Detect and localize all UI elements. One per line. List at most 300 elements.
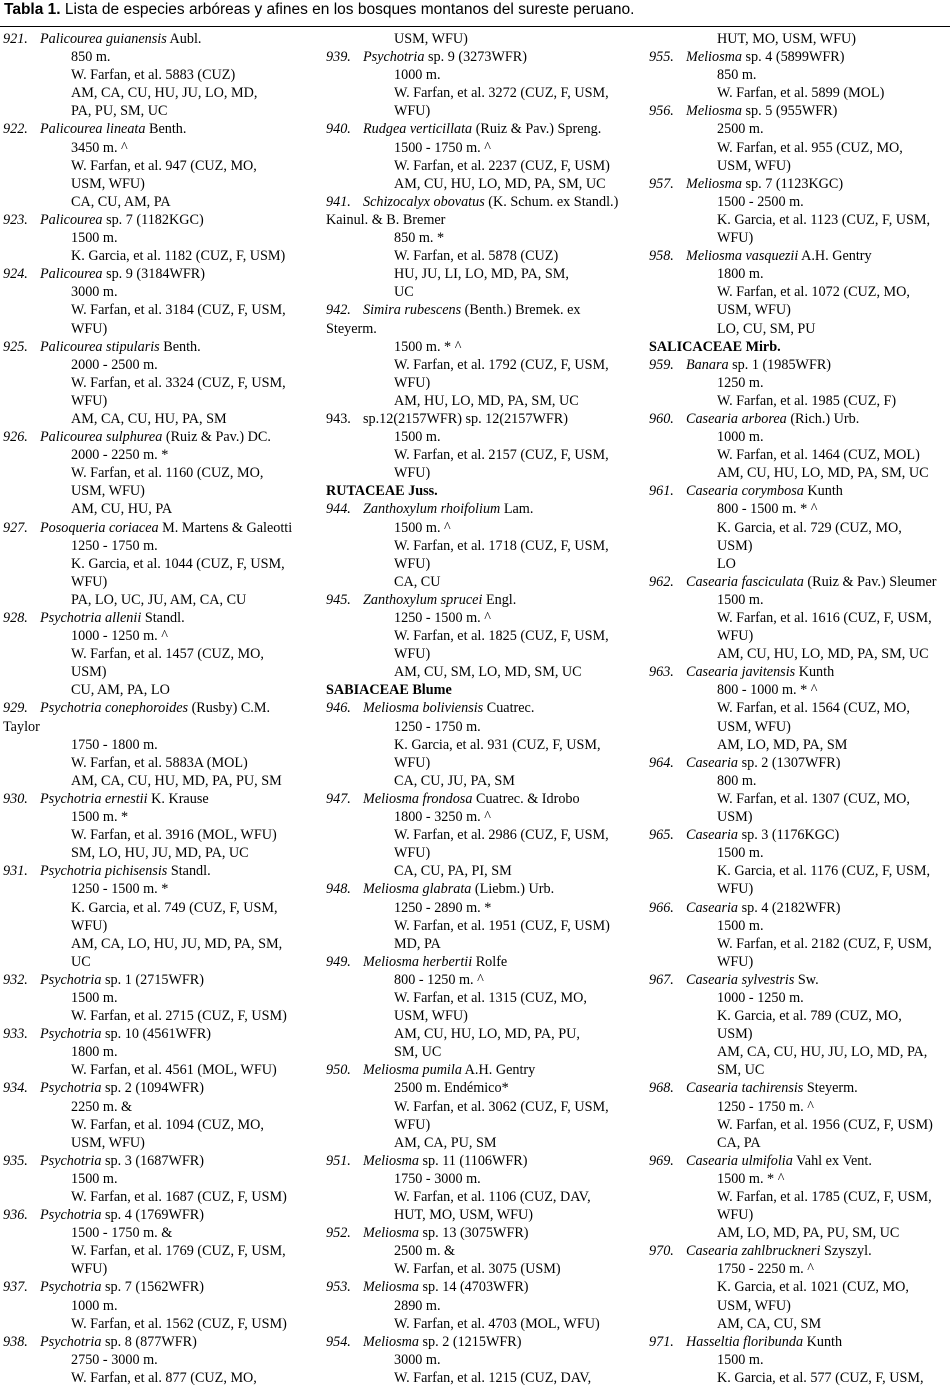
species-authority: K. Krause — [147, 790, 209, 807]
entry-detail-line: 1250 m. — [717, 374, 764, 391]
entry-number: 927. — [3, 519, 28, 536]
entry-detail-line: CA, PA — [717, 1134, 761, 1151]
species-entry — [3, 971, 313, 989]
species-entry — [649, 971, 949, 989]
species-entry — [326, 1152, 636, 1170]
species-name: Posoqueria coriacea — [40, 519, 159, 536]
entry-detail-line: W. Farfan, et al. 3272 (CUZ, F, USM, — [394, 85, 609, 102]
species-entry — [326, 1333, 636, 1351]
species-authority: sp. 7 (1562WFR) — [101, 1279, 204, 1296]
entry-number: 968. — [649, 1080, 674, 1097]
species-authority: sp. 9 (3273WFR) — [424, 49, 527, 66]
species-authority: (Liebm.) Urb. — [471, 881, 555, 898]
species-name: Schizocalyx obovatus — [363, 193, 485, 210]
entry-detail-line: 3000 m. — [394, 1351, 441, 1368]
species-name: Meliosma vasquezii — [686, 248, 799, 265]
species-entry — [326, 193, 636, 211]
entry-number: 946. — [326, 700, 351, 717]
entry-detail-line: HUT, MO, USM, WFU) — [394, 1207, 533, 1224]
entry-detail-line: 1500 m. — [71, 989, 118, 1006]
entry-number: 933. — [3, 1026, 28, 1043]
species-entry — [3, 790, 313, 808]
entry-detail-line: K. Garcia, et al. 931 (CUZ, F, USM, — [394, 736, 601, 753]
entry-detail-line: 1500 m. * ^ — [717, 1170, 785, 1187]
entry-detail-line: 1750 - 2250 m. ^ — [717, 1261, 814, 1278]
entry-number: 957. — [649, 175, 674, 192]
entry-number: 967. — [649, 971, 674, 988]
entry-number: 924. — [3, 266, 28, 283]
entry-detail-line: WFU) — [717, 628, 754, 645]
species-entry — [3, 699, 313, 717]
entry-detail-line: USM, WFU) — [71, 175, 145, 192]
entry-detail-line: WFU) — [71, 320, 108, 337]
species-authority: sp. 13 (3075WFR) — [418, 1225, 529, 1242]
entry-detail-line: CA, CU, JU, PA, SM — [394, 772, 515, 789]
species-authority: Steyerm. — [803, 1080, 858, 1097]
species-entry — [326, 591, 636, 609]
species-name: Simira rubescens — [363, 302, 462, 319]
entry-detail-line: W. Farfan, et al. 4703 (MOL, WFU) — [394, 1315, 600, 1332]
entry-number: 942. — [326, 302, 351, 319]
entry-detail-line: W. Farfan, et al. 1785 (CUZ, F, USM, — [717, 1189, 932, 1205]
entry-detail-line: WFU) — [717, 230, 754, 247]
entry-detail-line: 1250 - 1500 m. ^ — [394, 610, 491, 626]
entry-detail-line: WFU) — [71, 392, 108, 409]
species-name: Rudgea verticillata — [363, 121, 473, 138]
entry-detail-line: K. Garcia, et al. 749 (CUZ, F, USM, — [71, 899, 278, 916]
entry-detail-line: 1500 m. * — [71, 809, 129, 826]
species-name: Psychotria — [40, 1152, 102, 1169]
species-entry — [3, 519, 313, 537]
species-authority: Kunth — [795, 664, 835, 681]
entry-detail-line: WFU) — [71, 1261, 108, 1278]
species-entry — [649, 663, 949, 681]
entry-detail-line: 1750 - 1800 m. — [71, 736, 158, 753]
entry-detail-line: 2250 m. & — [71, 1098, 133, 1115]
column-3 — [649, 30, 949, 1387]
species-entry — [326, 880, 636, 898]
species-entry — [326, 953, 636, 971]
entry-detail-line: 2890 m. — [394, 1297, 441, 1314]
entry-detail-line: W. Farfan, et al. 2182 (CUZ, F, USM, — [717, 935, 932, 952]
entry-number: 951. — [326, 1152, 351, 1169]
entry-detail-line: 850 m. * — [394, 230, 445, 247]
species-authority: sp. 2 (1215WFR) — [418, 1333, 522, 1350]
species-authority: Kunth — [803, 1333, 843, 1350]
species-entry — [649, 1242, 949, 1260]
entry-detail-line: AM, CA, CU, HU, PA, SM — [71, 410, 227, 427]
species-name: Zanthoxylum rhoifolium — [363, 501, 501, 518]
entry-detail-line: PA, PU, SM, UC — [71, 103, 168, 120]
species-entry — [3, 428, 313, 446]
entry-detail-line: WFU) — [717, 1207, 754, 1224]
species-entry — [649, 899, 949, 917]
species-entry — [3, 1079, 313, 1097]
species-entry — [326, 790, 636, 808]
species-authority: A.H. Gentry — [461, 1062, 536, 1079]
species-authority: sp. 8 (877WFR) — [101, 1333, 197, 1350]
entry-detail-line: K. Garcia, et al. 1176 (CUZ, F, USM, — [717, 863, 931, 880]
column-2 — [326, 30, 636, 1387]
entry-detail-line: UC — [394, 284, 414, 301]
entry-detail-line: WFU) — [394, 555, 431, 572]
entry-detail-line: W. Farfan, et al. 5883A (MOL) — [71, 754, 248, 771]
species-entry — [3, 265, 313, 283]
entry-number: 961. — [649, 483, 674, 500]
entry-detail-line: AM, CA, LO, HU, JU, MD, PA, SM, — [71, 935, 283, 952]
entry-detail-line: 1250 - 2890 m. * — [394, 899, 492, 916]
entry-detail-line: USM, WFU) — [394, 31, 468, 47]
entry-detail-line: 1800 - 3250 m. ^ — [394, 809, 491, 826]
species-entry — [649, 410, 949, 428]
entry-detail-line: USM, WFU) — [717, 1297, 791, 1314]
entry-detail-line: W. Farfan, et al. 1616 (CUZ, F, USM, — [717, 610, 932, 626]
species-name: Palicourea — [40, 266, 103, 283]
entry-detail-line: 800 - 1000 m. * ^ — [717, 682, 818, 699]
entry-detail-line: WFU) — [71, 917, 108, 934]
entry-detail-line: 2750 - 3000 m. — [71, 1351, 158, 1368]
species-authority: sp. 14 (4703WFR) — [418, 1279, 529, 1296]
table-caption-text: Lista de especies arbóreas y afines en los bosques montanos del sureste peruano. — [60, 1, 635, 18]
species-authority: sp. 5 (955WFR) — [741, 103, 838, 120]
entry-number: 929. — [3, 700, 28, 717]
entry-number: 955. — [649, 49, 674, 66]
species-authority: Lam. — [500, 501, 534, 518]
entry-detail-line: 2000 - 2250 m. * — [71, 447, 169, 464]
species-entry — [326, 1224, 636, 1242]
species-name: Casearia ulmifolia — [686, 1152, 793, 1169]
entry-detail-line: W. Farfan, et al. 1106 (CUZ, DAV, — [394, 1189, 591, 1205]
species-name: Meliosma — [363, 1225, 419, 1242]
species-entry — [649, 1152, 949, 1170]
species-entry — [3, 1025, 313, 1043]
entry-detail-line: W. Farfan, et al. 1792 (CUZ, F, USM, — [394, 356, 609, 373]
species-authority: sp. 11 (1106WFR) — [418, 1152, 528, 1169]
entry-detail-line: AM, CU, HU, LO, MD, PA, SM, UC — [717, 465, 929, 482]
entry-number: 928. — [3, 610, 28, 626]
entry-detail-line: 3000 m. — [71, 284, 118, 301]
entry-detail-line: 1800 m. — [71, 1044, 118, 1061]
entry-number: 954. — [326, 1333, 351, 1350]
entry-detail-line: 1500 m. — [717, 917, 764, 934]
species-name: Casearia — [686, 827, 739, 844]
species-name: Psychotria — [40, 1080, 102, 1097]
entry-detail-line: W. Farfan, et al. 1562 (CUZ, F, USM) — [71, 1315, 287, 1332]
entry-detail-line: 1500 m. — [71, 1170, 118, 1187]
species-authority: M. Martens & Galeotti — [158, 519, 293, 536]
species-name: Meliosma — [686, 49, 742, 66]
species-name: Psychotria — [363, 49, 425, 66]
entry-detail-line: K. Garcia, et al. 1182 (CUZ, F, USM) — [71, 248, 286, 265]
species-name: Casearia — [686, 899, 739, 916]
species-name: Meliosma — [363, 1279, 419, 1296]
entry-detail-line: USM, WFU) — [717, 302, 791, 319]
entry-detail-line: WFU) — [71, 573, 108, 590]
species-name: Casearia zahlbruckneri — [686, 1243, 821, 1260]
species-entry — [649, 175, 949, 193]
entry-detail-line: 1800 m. — [717, 266, 764, 283]
entry-detail-line: MD, PA — [394, 935, 441, 952]
family-heading: SALICACEAE Mirb. — [649, 338, 781, 355]
entry-number: 960. — [649, 410, 674, 427]
species-authority: sp.12(2157WFR) sp. 12(2157WFR) — [363, 410, 568, 427]
species-name: Palicourea sulphurea — [40, 429, 163, 446]
entry-detail-line: WFU) — [394, 103, 431, 120]
species-entry — [326, 301, 636, 319]
entry-detail-line: W. Farfan, et al. 1687 (CUZ, F, USM) — [71, 1189, 287, 1205]
species-authority: sp. 7 (1123KGC) — [741, 175, 844, 192]
entry-detail-line: WFU) — [394, 374, 431, 391]
entry-detail-line: AM, CU, HU, LO, MD, PA, SM, UC — [394, 175, 606, 192]
species-authority: (Ruiz & Pav.) DC. — [162, 429, 271, 446]
entry-detail-line: W. Farfan, et al. 1215 (CUZ, DAV, — [394, 1369, 592, 1386]
species-name: Palicourea — [40, 211, 103, 228]
entry-detail-line: W. Farfan, et al. 2237 (CUZ, F, USM) — [394, 157, 610, 174]
species-name: Casearia — [686, 754, 739, 771]
entry-detail-line: 800 - 1500 m. * ^ — [717, 501, 818, 518]
entry-detail-line: UC — [71, 953, 91, 970]
entry-detail-line: AM, CU, HU, PA — [71, 501, 173, 518]
entry-detail-line: W. Farfan, et al. 1457 (CUZ, MO, — [71, 646, 264, 663]
entry-number: 963. — [649, 664, 674, 681]
entry-number: 958. — [649, 248, 674, 265]
entry-detail-line: 1500 m. * ^ — [394, 338, 462, 355]
entry-number: 938. — [3, 1333, 28, 1350]
species-authority: (Ruiz & Pav.) Sleumer — [803, 573, 937, 590]
entry-detail-line: HUT, MO, USM, WFU) — [717, 31, 856, 47]
entry-detail-line: AM, CA, CU, HU, JU, LO, MD, PA, — [717, 1044, 928, 1061]
species-entry — [649, 754, 949, 772]
species-authority: Kunth — [803, 483, 843, 500]
entry-detail-line: K. Garcia, et al. 1123 (CUZ, F, USM, — [717, 211, 931, 228]
species-authority: A.H. Gentry — [798, 248, 872, 265]
entry-detail-line: USM) — [717, 809, 753, 826]
entry-detail-line: 1500 m. — [71, 230, 118, 247]
species-entry — [326, 1278, 636, 1296]
species-authority: sp. 3 (1176KGC) — [738, 827, 840, 844]
entry-detail-line: WFU) — [394, 845, 431, 862]
authority-continuation: Steyerm. — [326, 320, 377, 337]
entry-number: 969. — [649, 1152, 674, 1169]
entry-number: 923. — [3, 211, 28, 228]
entry-detail-line: W. Farfan, et al. 1307 (CUZ, MO, — [717, 790, 910, 807]
entry-detail-line: W. Farfan, et al. 5883 (CUZ) — [71, 67, 236, 84]
entry-number: 921. — [3, 31, 28, 47]
species-authority: Cuatrec. — [483, 700, 535, 717]
species-authority: sp. 1 (2715WFR) — [101, 971, 204, 988]
entry-detail-line: W. Farfan, et al. 3062 (CUZ, F, USM, — [394, 1098, 609, 1115]
caption-rule — [0, 26, 950, 27]
entry-detail-line: 800 m. — [717, 772, 757, 789]
entry-detail-line: AM, HU, LO, MD, PA, SM, UC — [394, 392, 579, 409]
entry-detail-line: W. Farfan, et al. 2986 (CUZ, F, USM, — [394, 827, 609, 844]
entry-detail-line: WFU) — [394, 646, 431, 663]
species-entry — [3, 120, 313, 138]
entry-number: 971. — [649, 1333, 674, 1350]
entry-number: 964. — [649, 754, 674, 771]
species-entry — [326, 48, 636, 66]
entry-number: 953. — [326, 1279, 351, 1296]
species-authority: sp. 4 (2182WFR) — [738, 899, 841, 916]
entry-number: 966. — [649, 899, 674, 916]
species-name: Meliosma herbertii — [363, 953, 473, 970]
entry-detail-line: 1500 m. — [394, 429, 441, 446]
entry-detail-line: W. Farfan, et al. 1769 (CUZ, F, USM, — [71, 1243, 286, 1260]
species-name: Casearia javitensis — [686, 664, 796, 681]
species-authority: sp. 2 (1307WFR) — [738, 754, 841, 771]
entry-detail-line: AM, CU, HU, LO, MD, PA, SM, UC — [717, 646, 929, 663]
entry-detail-line: LO — [717, 555, 736, 572]
species-authority: Vahl ex Vent. — [792, 1152, 872, 1169]
entry-detail-line: W. Farfan, et al. 5899 (MOL) — [717, 85, 885, 102]
species-name: Palicourea stipularis — [40, 338, 160, 355]
species-entry — [3, 1152, 313, 1170]
species-name: Meliosma boliviensis — [363, 700, 484, 717]
entry-detail-line: W. Farfan, et al. 2157 (CUZ, F, USM, — [394, 447, 609, 464]
entry-number: 943. — [326, 410, 351, 427]
entry-detail-line: 850 m. — [71, 49, 111, 66]
entry-detail-line: W. Farfan, et al. 5878 (CUZ) — [394, 248, 559, 265]
species-name: Psychotria conephoroides — [40, 700, 189, 717]
entry-detail-line: AM, CA, PU, SM — [394, 1134, 497, 1151]
entry-detail-line: PA, LO, UC, JU, AM, CA, CU — [71, 591, 247, 608]
entry-detail-line: AM, CA, CU, HU, JU, LO, MD, — [71, 85, 258, 102]
entry-detail-line: 2500 m. — [717, 121, 764, 138]
entry-detail-line: LO, CU, SM, PU — [717, 320, 816, 337]
entry-number: 931. — [3, 863, 28, 880]
entry-number: 950. — [326, 1062, 351, 1079]
species-authority: Benth. — [145, 121, 187, 138]
species-name: Meliosma — [363, 1152, 419, 1169]
species-entry — [326, 500, 636, 518]
entry-detail-line: K. Garcia, et al. 1044 (CUZ, F, USM, — [71, 555, 285, 572]
entry-number: 940. — [326, 121, 351, 138]
entry-detail-line: W. Farfan, et al. 1956 (CUZ, F, USM) — [717, 1116, 933, 1133]
entry-detail-line: W. Farfan, et al. 947 (CUZ, MO, — [71, 157, 257, 174]
entry-number: 959. — [649, 356, 674, 373]
entry-detail-line: CA, CU, AM, PA — [71, 193, 171, 210]
entry-number: 926. — [3, 429, 28, 446]
species-name: Meliosma — [686, 175, 742, 192]
entry-detail-line: AM, LO, MD, PA, SM — [717, 736, 848, 753]
entry-detail-line: W. Farfan, et al. 1094 (CUZ, MO, — [71, 1116, 264, 1133]
species-name: Meliosma frondosa — [363, 790, 473, 807]
entry-detail-line: 1750 - 3000 m. — [394, 1170, 481, 1187]
entry-detail-line: SM, UC — [717, 1062, 765, 1079]
species-entry — [3, 1206, 313, 1224]
species-entry — [649, 482, 949, 500]
species-authority: Szyszyl. — [820, 1243, 872, 1260]
species-name: Meliosma glabrata — [363, 881, 472, 898]
species-name: Casearia fasciculata — [686, 573, 804, 590]
species-authority: Benth. — [159, 338, 201, 355]
entry-detail-line: 3450 m. ^ — [71, 139, 128, 156]
species-entry — [326, 120, 636, 138]
entry-detail-line: W. Farfan, et al. 4561 (MOL, WFU) — [71, 1062, 277, 1079]
entry-detail-line: USM, WFU) — [717, 157, 791, 174]
species-name: Meliosma — [686, 103, 742, 120]
entry-detail-line: 1500 - 1750 m. ^ — [394, 139, 491, 156]
entry-number: 956. — [649, 103, 674, 120]
entry-detail-line: W. Farfan, et al. 3075 (USM) — [394, 1261, 561, 1278]
species-authority: sp. 1 (1985WFR) — [728, 356, 832, 373]
species-authority: Cuatrec. & Idrobo — [472, 790, 580, 807]
species-entry — [649, 102, 949, 120]
entry-detail-line: WFU) — [394, 754, 431, 771]
entry-detail-line: W. Farfan, et al. 1985 (CUZ, F) — [717, 392, 897, 409]
entry-number: 947. — [326, 790, 351, 807]
species-name: Meliosma — [363, 1333, 419, 1350]
entry-number: 925. — [3, 338, 28, 355]
entry-number: 930. — [3, 790, 28, 807]
species-name: Psychotria pichisensis — [40, 863, 168, 880]
table-caption — [4, 0, 634, 22]
entry-detail-line: AM, CA, CU, HU, MD, PA, PU, SM — [71, 772, 282, 789]
species-name: Meliosma pumila — [363, 1062, 462, 1079]
entry-detail-line: 1000 - 1250 m. ^ — [71, 628, 168, 645]
entry-detail-line: USM, WFU) — [394, 1008, 468, 1025]
entry-detail-line: USM, WFU) — [717, 718, 791, 735]
entry-detail-line: USM) — [71, 664, 107, 681]
entry-detail-line: W. Farfan, et al. 1464 (CUZ, MOL) — [717, 447, 920, 464]
entry-detail-line: W. Farfan, et al. 877 (CUZ, MO, — [71, 1369, 257, 1386]
species-authority: sp. 7 (1182KGC) — [102, 211, 204, 228]
species-authority: Standl. — [167, 863, 211, 880]
species-entry — [3, 338, 313, 356]
species-name: Psychotria — [40, 971, 102, 988]
species-authority: sp. 2 (1094WFR) — [101, 1080, 204, 1097]
entry-number: 949. — [326, 953, 351, 970]
entry-detail-line: W. Farfan, et al. 3916 (MOL, WFU) — [71, 827, 277, 844]
species-entry — [649, 48, 949, 66]
entry-detail-line: 1500 m. — [717, 845, 764, 862]
entry-number: 962. — [649, 573, 674, 590]
entry-detail-line: AM, LO, MD, PA, PU, SM, UC — [717, 1225, 900, 1242]
column-1 — [3, 30, 313, 1387]
species-authority: Sw. — [794, 971, 819, 988]
species-authority: (Ruiz & Pav.) Spreng. — [472, 121, 602, 138]
species-entry — [3, 211, 313, 229]
entry-number: 941. — [326, 193, 351, 210]
entry-detail-line: W. Farfan, et al. 2715 (CUZ, F, USM) — [71, 1008, 287, 1025]
entry-detail-line: HU, JU, LI, LO, MD, PA, SM, — [394, 266, 569, 283]
species-entry — [649, 356, 949, 374]
entry-number: 948. — [326, 881, 351, 898]
entry-detail-line: WFU) — [717, 953, 754, 970]
entry-detail-line: 1500 - 2500 m. — [717, 193, 804, 210]
authority-continuation: Taylor — [3, 718, 40, 735]
species-name: Psychotria ernestii — [40, 790, 148, 807]
species-name: Hasseltia floribunda — [686, 1333, 804, 1350]
species-authority: sp. 10 (4561WFR) — [101, 1026, 212, 1043]
entry-number: 934. — [3, 1080, 28, 1097]
entry-detail-line: K. Garcia, et al. 1021 (CUZ, MO, — [717, 1279, 909, 1296]
species-entry — [649, 826, 949, 844]
species-name: Banara — [686, 356, 729, 373]
entry-detail-line: W. Farfan, et al. 1825 (CUZ, F, USM, — [394, 628, 609, 645]
species-entry — [326, 1061, 636, 1079]
species-name: Psychotria allenii — [40, 610, 142, 626]
entry-detail-line: 1000 m. — [71, 1297, 118, 1314]
entry-number: 936. — [3, 1207, 28, 1224]
table-caption-label: Tabla 1. — [4, 1, 61, 18]
entry-number: 932. — [3, 971, 28, 988]
species-name: Palicourea lineata — [40, 121, 146, 138]
entry-detail-line: 1250 - 1750 m. ^ — [717, 1098, 814, 1115]
entry-detail-line: 2500 m. Endémico* — [394, 1080, 509, 1097]
entry-detail-line: WFU) — [394, 1116, 431, 1133]
entry-detail-line: W. Farfan, et al. 955 (CUZ, MO, — [717, 139, 903, 156]
